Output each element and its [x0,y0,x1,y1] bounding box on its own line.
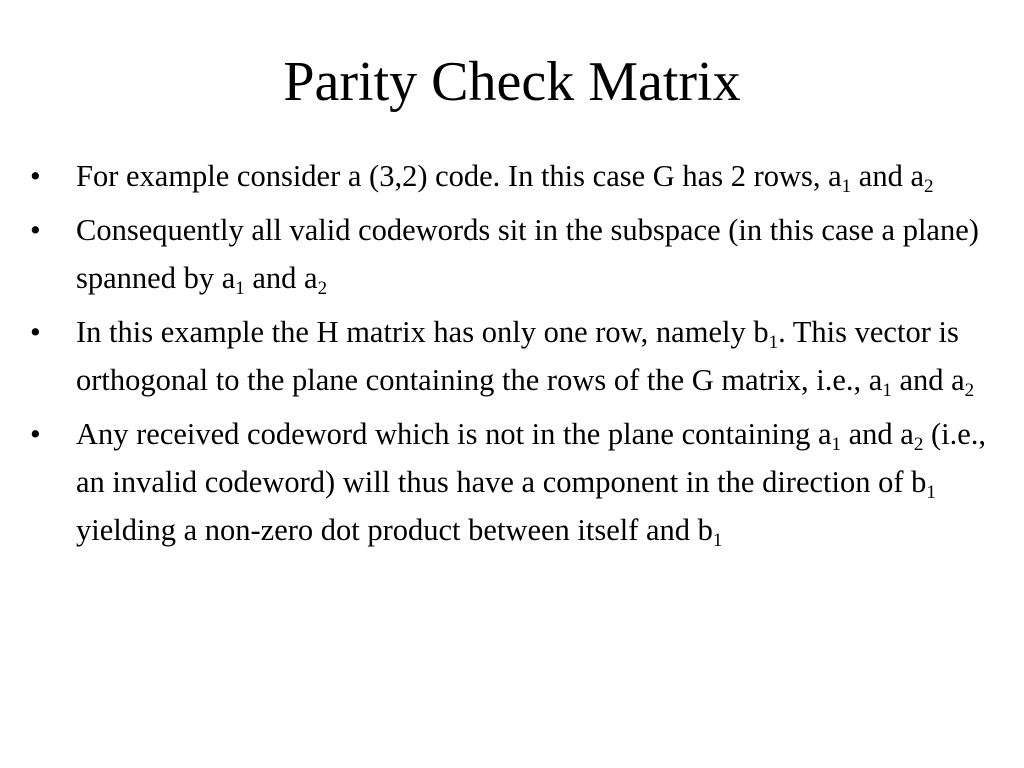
text-run: and a [851,159,924,193]
subscript: 2 [317,278,328,299]
subscript: 1 [831,434,841,455]
subscript: 1 [235,278,245,299]
subscript: 2 [964,380,975,401]
bullet-point-icon: • [30,417,41,451]
bullet-text [76,213,979,299]
bullet-list [30,152,990,560]
bullet-text [76,159,934,197]
subscript: 1 [882,380,892,401]
bullet-point-icon: • [30,315,41,349]
text-run: and a [891,363,965,397]
bullet-item [30,308,990,404]
bullet-item [30,410,990,554]
text-run: . This vector is orthogonal to the plane containing the rows of the G matrix, i.e., a [76,315,959,397]
text-run: Consequently all valid codewords sit in the subspace (in this case a plane) spanned by a [76,213,979,295]
text-run: and a [244,261,318,295]
subscript: 1 [841,176,852,197]
bullet-text [76,315,975,401]
text-run: For example consider a (3,2) code. In this case G has 2 rows, a [76,159,842,193]
slide-title: Parity Check Matrix [283,51,741,113]
text-run: yielding a non-zero dot product between itself and b [76,513,713,547]
bullet-point-icon: • [30,213,41,247]
text-run: Any received codeword which is not in the plane containing a [76,417,832,451]
subscript: 2 [924,176,934,197]
subscript: 1 [926,482,936,503]
bullet-item [30,152,990,200]
subscript: 2 [913,434,924,455]
text-run: In this example the H matrix has only one row, namely b [76,315,769,349]
bullet-point-icon: • [30,159,41,193]
bullet-item [30,206,990,302]
text-run: (i.e., an invalid codeword) will thus have a component in the direction of b [76,417,986,499]
bullet-text [76,417,986,551]
text-run: and a [841,417,914,451]
subscript: 1 [768,332,779,353]
subscript: 1 [712,530,723,551]
